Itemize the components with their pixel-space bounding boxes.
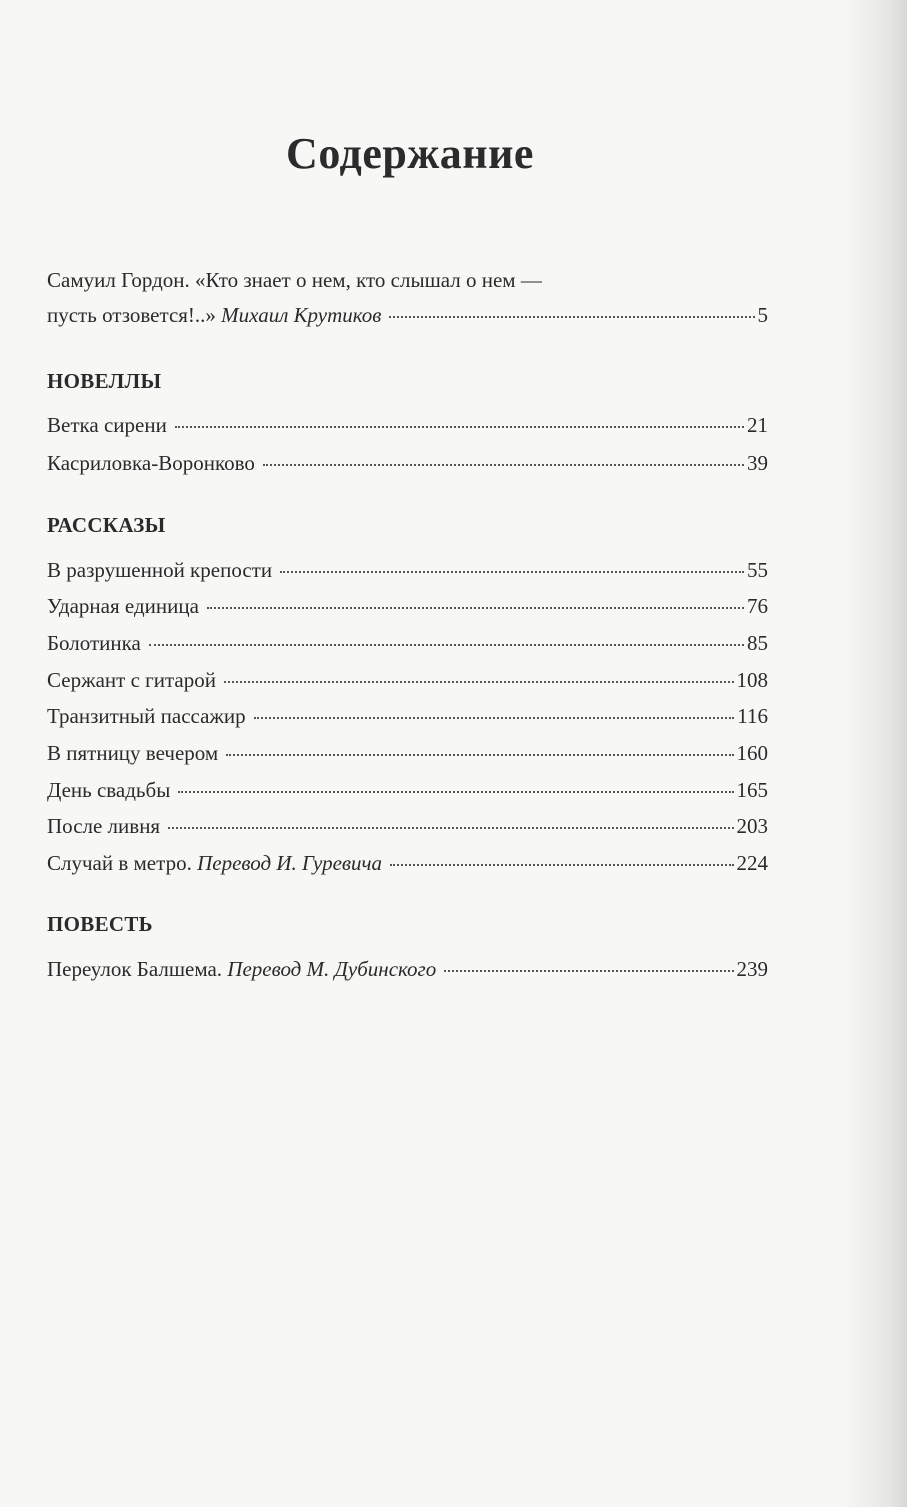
- leader-dots: [444, 970, 733, 972]
- entry-title: Ветка сирени: [47, 413, 167, 437]
- toc-entry[interactable]: [47, 741, 768, 766]
- page-number: 108: [736, 668, 768, 692]
- entry-title: День свадьбы: [47, 778, 171, 802]
- toc-entry[interactable]: [47, 631, 768, 656]
- entry-title: Ударная единица: [47, 594, 199, 618]
- entry-title: Случай в метро.: [47, 851, 192, 875]
- page-number: 5: [757, 303, 768, 327]
- leader-dots: [207, 607, 744, 609]
- page-number: 224: [736, 851, 768, 875]
- entry-title: Болотинка: [47, 631, 141, 655]
- toc-entry[interactable]: [47, 814, 768, 839]
- section-heading-stories: РАССКАЗЫ: [47, 513, 166, 537]
- page-number: 165: [736, 778, 768, 802]
- leader-dots: [178, 791, 733, 793]
- entry-title: В пятницу вечером: [47, 741, 219, 765]
- page-number: 160: [736, 741, 768, 765]
- leader-dots: [263, 464, 744, 466]
- leader-dots: [280, 571, 744, 573]
- toc-entry[interactable]: [47, 704, 768, 729]
- leader-dots: [389, 316, 754, 318]
- entry-title: После ливня: [47, 814, 161, 838]
- page-title: Содержание: [286, 129, 534, 178]
- entry-translator: Перевод М. Дубинского: [227, 957, 437, 981]
- entry-translator: Перевод И. Гуревича: [197, 851, 383, 875]
- leader-dots: [224, 681, 734, 683]
- page-number: 116: [737, 704, 768, 728]
- toc-entry[interactable]: [47, 594, 768, 619]
- leader-dots: [254, 717, 735, 719]
- leader-dots: [226, 754, 733, 756]
- toc-entry[interactable]: [47, 558, 768, 583]
- entry-title: Транзитный пассажир: [47, 704, 246, 728]
- toc-entry[interactable]: [47, 451, 768, 476]
- toc-entry[interactable]: [47, 957, 768, 982]
- page-number: 21: [747, 413, 768, 437]
- leader-dots: [149, 644, 744, 646]
- intro-line-1: Самуил Гордон. «Кто знает о нем, кто слышал о нем —: [47, 268, 542, 292]
- leader-dots: [390, 864, 733, 866]
- page-number: 76: [747, 594, 768, 618]
- toc-entry[interactable]: [47, 668, 768, 693]
- entry-title: Сержант с гитарой: [47, 668, 216, 692]
- entry-title: Переулок Балшема.: [47, 957, 223, 981]
- section-heading-novella: ПОВЕСТЬ: [47, 912, 153, 936]
- toc-entry[interactable]: [47, 778, 768, 803]
- section-heading-novellas: НОВЕЛЛЫ: [47, 369, 162, 393]
- entry-title: В разрушенной крепости: [47, 558, 273, 582]
- page-number: 85: [747, 631, 768, 655]
- page-number: 55: [747, 558, 768, 582]
- toc-entry[interactable]: [47, 413, 768, 438]
- page-number: 239: [736, 957, 768, 981]
- leader-dots: [168, 827, 733, 829]
- intro-author: Михаил Крутиков: [221, 303, 382, 327]
- entry-title: Касриловка-Воронково: [47, 451, 255, 475]
- page-number: 203: [736, 814, 768, 838]
- intro-line-2-text: пусть отзовется!..»: [47, 303, 216, 327]
- leader-dots: [175, 426, 744, 428]
- toc-entry-intro[interactable]: [47, 303, 768, 328]
- toc-entry[interactable]: [47, 851, 768, 876]
- page-number: 39: [747, 451, 768, 475]
